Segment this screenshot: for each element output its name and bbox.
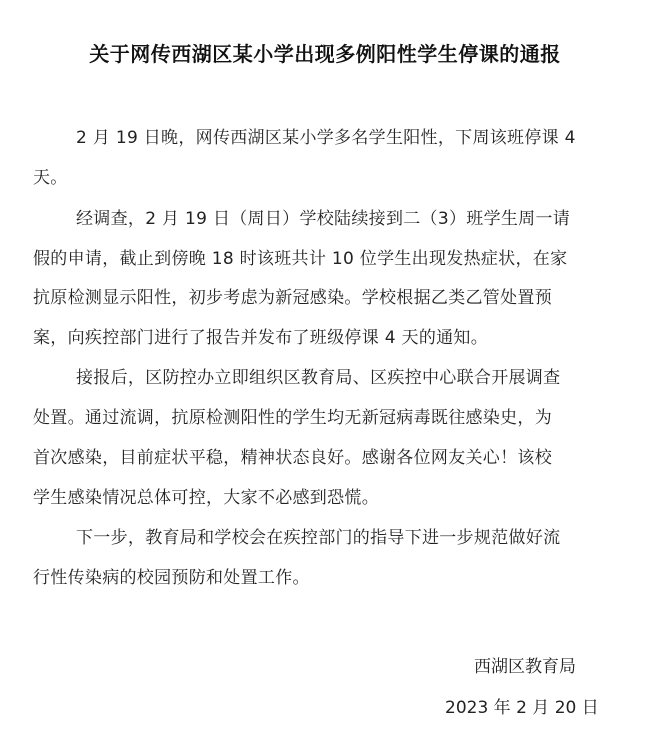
paragraph-line: 学生感染情况总体可控，大家不必感到恐慌。 (33, 488, 379, 508)
paragraph-line: 抗原检测显示阳性，初步考虑为新冠感染。学校根据乙类乙管处置预 (33, 288, 552, 308)
paragraph-line: 假的申请，截止到傍晚 18 时该班共计 10 位学生出现发热症状，在家 (33, 249, 568, 269)
paragraph-line: 处置。通过流调，抗原检测阳性的学生均无新冠病毒既往感染史，为 (33, 408, 552, 428)
issue-date: 2023 年 2 月 20 日 (445, 698, 599, 718)
paragraph-line: 下一步，教育局和学校会在疾控部门的指导下进一步规范做好流 (76, 528, 561, 548)
paragraph-line: 接报后，区防控办立即组织区教育局、区疾控中心联合开展调查 (76, 368, 561, 388)
paragraph-line: 案，向疾控部门进行了报告并发布了班级停课 4 天的通知。 (33, 328, 489, 348)
paragraph-line: 行性传染病的校园预防和处置工作。 (33, 568, 310, 588)
paragraph-line: 2 月 19 日晚，网传西湖区某小学多名学生阳性，下周该班停课 4 (76, 128, 576, 148)
document-title: 关于网传西湖区某小学出现多例阳性学生停课的通报 (89, 42, 561, 66)
paragraph-line: 经调查，2 月 19 日（周日）学校陆续接到二（3）班学生周一请 (76, 209, 571, 229)
paragraph-line: 首次感染，目前症状平稳，精神状态良好。感谢各位网友关心！该校 (33, 448, 552, 468)
paragraph-line: 天。 (33, 168, 68, 188)
issuer-name: 西湖区教育局 (474, 657, 576, 677)
